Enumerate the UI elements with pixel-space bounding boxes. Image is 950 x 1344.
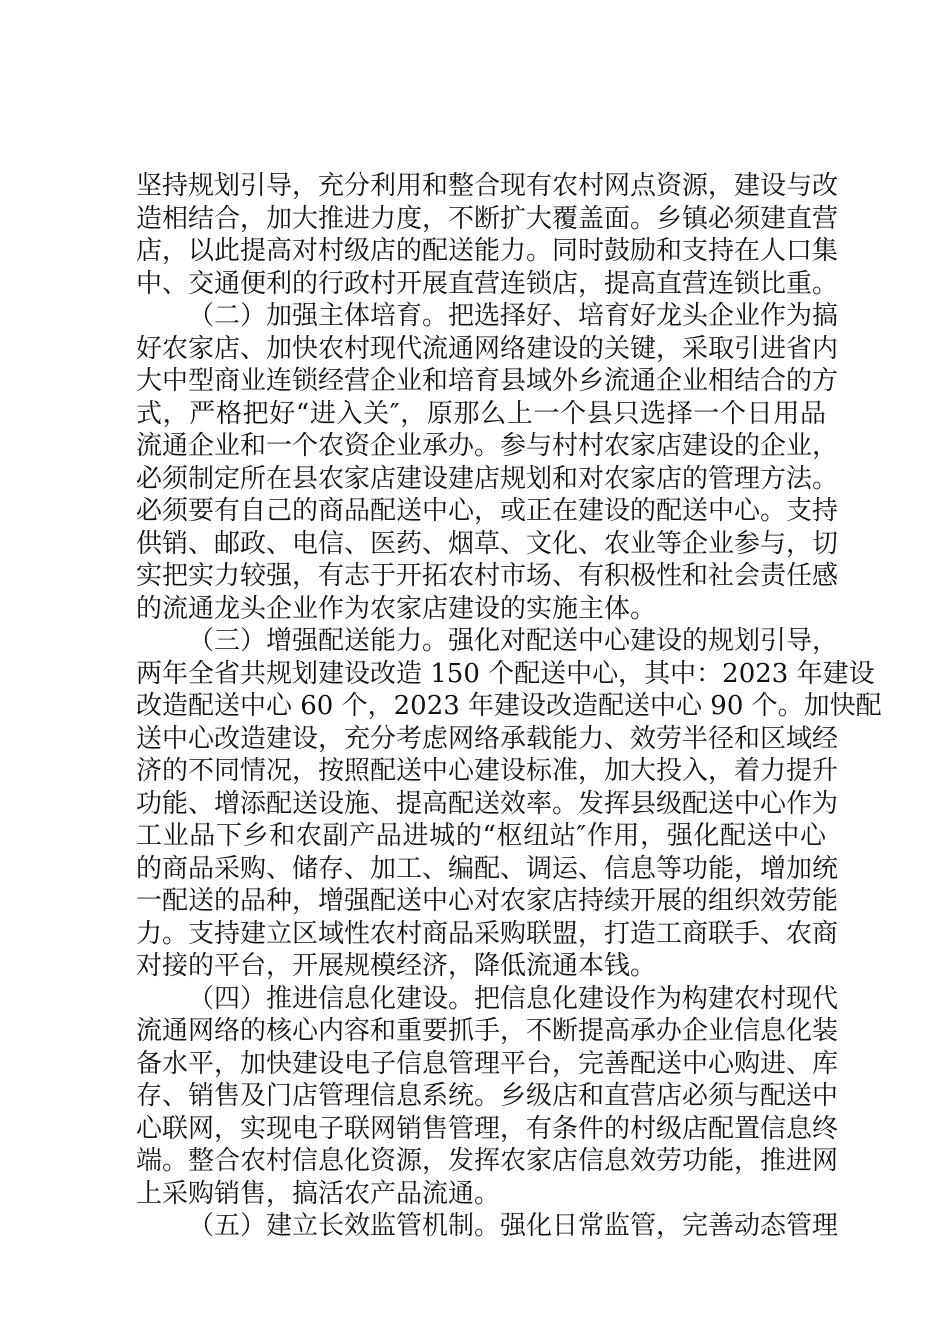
text-line: 济的不同情况，按照配送中心建设标准，加大投入，着力提升: [136, 756, 839, 786]
text-line: 对接的平台，开展规模经济，降低流通本钱。: [136, 951, 657, 981]
section-2-heading-line: （二）加强主体培育。把选择好、培育好龙头企业作为搞: [188, 301, 839, 331]
text-line: 上采购销售，搞活农产品流通。: [136, 1178, 501, 1209]
text-line: 好农家店、加快农村现代流通网络建设的关键，采取引进省内: [136, 333, 839, 364]
text-line: 实把实力较强，有志于开拓农村市场、有积极性和社会责任感: [136, 561, 839, 591]
text-line: 两年全省共规划建设改造 150 个配送中心，其中：2023 年建设: [136, 658, 875, 689]
text-line: 存、销售及门店管理信息系统。乡级店和直营店必须与配送中: [136, 1081, 839, 1111]
text-line: 店，以此提高对村级店的配送能力。同时鼓励和支持在人口集: [136, 236, 839, 266]
text-line: 大中型商业连锁经营企业和培育县域外乡流通企业相结合的方: [136, 366, 839, 396]
text-line: 改造配送中心 60 个，2023 年建设改造配送中心 90 个。加快配: [136, 691, 882, 721]
text-line: 造相结合，加大推进力度，不断扩大覆盖面。乡镇必须建直营: [136, 203, 839, 234]
text-line: 供销、邮政、电信、医药、烟草、文化、农业等企业参与，切: [136, 528, 839, 559]
text-line: 工业品下乡和农副产品进城的“枢纽站″作用，强化配送中心: [136, 821, 826, 851]
text-line: 心联网，实现电子联网销售管理，有条件的村级店配置信息终: [136, 1113, 839, 1144]
text-line: 的商品采购、储存、加工、编配、调运、信息等功能，增加统: [136, 853, 839, 884]
text-line: 流通企业和一个农资企业承办。参与村村农家店建设的企业，: [136, 431, 839, 461]
text-line: 流通网络的核心内容和重要抓手，不断提高承办企业信息化装: [136, 1016, 839, 1046]
text-line: 备水平，加快建设电子信息管理平台，完善配送中心购进、库: [136, 1048, 839, 1079]
section-4-heading-line: （四）推进信息化建设。把信息化建设作为构建农村现代: [188, 983, 839, 1014]
text-line: 一配送的品种，增强配送中心对农家店持续开展的组织效劳能: [136, 886, 839, 916]
text-line: 必须制定所在县农家店建设建店规划和对农家店的管理方法。: [136, 463, 839, 494]
section-3-heading-line: （三）增强配送能力。强化对配送中心建设的规划引导，: [188, 626, 839, 656]
text-line: 式，严格把好“进入关″，原那么上一个县只选择一个日用品: [136, 398, 826, 429]
text-line: 中、交通便利的行政村开展直营连锁店，提高直营连锁比重。: [136, 268, 839, 299]
text-line: 的流通龙头企业作为农家店建设的实施主体。: [136, 593, 657, 624]
text-line: 送中心改造建设，充分考虑网络承载能力、效劳半径和区域经: [136, 723, 839, 754]
body-text: [136, 170, 882, 1243]
text-line: 端。整合农村信息化资源，发挥农家店信息效劳功能，推进网: [136, 1146, 839, 1176]
text-line: 力。支持建立区域性农村商品采购联盟，打造工商联手、农商: [136, 918, 839, 949]
text-line: 必须要有自己的商品配送中心，或正在建设的配送中心。支持: [136, 496, 839, 526]
section-5-heading-line: （五）建立长效监管机制。强化日常监管，完善动态管理: [188, 1211, 839, 1241]
text-line: 坚持规划引导，充分利用和整合现有农村网点资源，建设与改: [136, 171, 839, 201]
text-line: 功能、增添配送设施、提高配送效率。发挥县级配送中心作为: [136, 788, 839, 819]
